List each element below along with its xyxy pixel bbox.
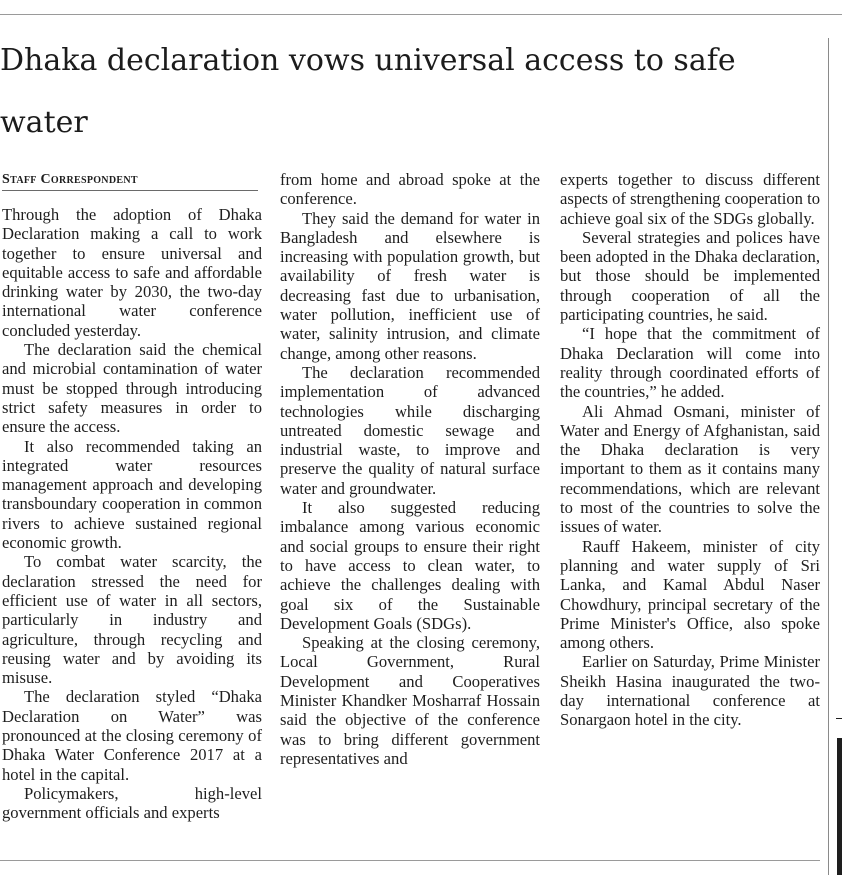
paragraph: The declaration styled “Dhaka Declaration on Water” was pronounced at the closing ceremony of Dhaka Water Conference 2017 at a hotel in the capital. — [2, 687, 262, 784]
paragraph: Through the adoption of Dhaka Declaration making a call to work together to ensure universal and equitable access to safe and affordable drinking water by 2030, the two-day international water conference concluded yesterday. — [2, 205, 262, 340]
paragraph: Several strategies and polices have been adopted in the Dhaka declaration, but those should be implemented through cooperation of all the participating countries, he said. — [560, 227, 820, 325]
paragraph: from home and abroad spoke at the conference. — [280, 170, 540, 209]
paragraph: Ali Ahmad Osmani, minister of Water and Energy of Afghanistan, said the Dhaka declaration is very important to them as it contains many recommendations, which are relevant to most of the countries to solve the issues of water. — [560, 401, 820, 537]
paragraph: “I hope that the commitment of Dhaka Declaration will come into reality through coordinated efforts of the countries,” he added. — [560, 324, 820, 402]
paragraph: Policymakers, high-level government officials and experts — [2, 783, 262, 823]
article-column-3 — [560, 170, 820, 730]
paragraph: They said the demand for water in Bangladesh and elsewhere is increasing with population growth, but availability of fresh water is decreasing fast due to urbanisation, water pollution, inefficient use of water, salinity intrusion, and climate change, among other reasons. — [280, 208, 540, 363]
bottom-rule — [0, 860, 820, 861]
paragraph: To combat water scarcity, the declaration stressed the need for efficient use of water in all sectors, particularly in industry and agriculture, through recycling and reusing water and by avoiding its misuse. — [2, 552, 262, 688]
article-column-1 — [2, 205, 262, 823]
column-divider-right — [828, 38, 829, 875]
article-column-2 — [280, 170, 540, 768]
paragraph: Earlier on Saturday, Prime Minister Sheikh Hasina inaugurated the two-day international conference at Sonargaon hotel in the city. — [560, 652, 820, 730]
paragraph: The declaration recommended implementation of advanced technologies while discharging untreated domestic sewage and industrial waste, to improve and preserve the quality of natural surface water and groundwater. — [280, 362, 540, 498]
paragraph: It also recommended taking an integrated water resources management approach and developing transboundary cooperation in common rivers to achieve sustained regional economic growth. — [2, 436, 262, 553]
top-rule — [0, 14, 842, 15]
edge-rule — [836, 718, 842, 719]
paragraph: The declaration said the chemical and microbial contamination of water must be stopped through introducing strict safety measures in order to ensure the access. — [2, 340, 262, 437]
adjacent-article-edge — [837, 738, 842, 875]
headline: Dhaka declaration vows universal access to safe water — [0, 43, 736, 140]
paragraph: It also suggested reducing imbalance among various economic and social groups to ensure their right to have access to clean water, to achieve the challenges dealing with goal six of the Sustainable Development Goals (SDGs). — [280, 498, 540, 633]
paragraph: experts together to discuss different aspects of strengthening cooperation to achieve goal six of the SDGs globally. — [560, 170, 820, 228]
byline: Staff Correspondent — [2, 172, 258, 191]
paragraph: Speaking at the closing ceremony, Local Government, Rural Development and Cooperatives Minister Khandker Mosharraf Hossain said the objective of the conference was to bring different government representatives and — [280, 633, 540, 768]
paragraph: Rauff Hakeem, minister of city planning and water supply of Sri Lanka, and Kamal Abdul Naser Chowdhury, principal secretary of the Prime Minister's Office, also spoke among others. — [560, 536, 820, 653]
